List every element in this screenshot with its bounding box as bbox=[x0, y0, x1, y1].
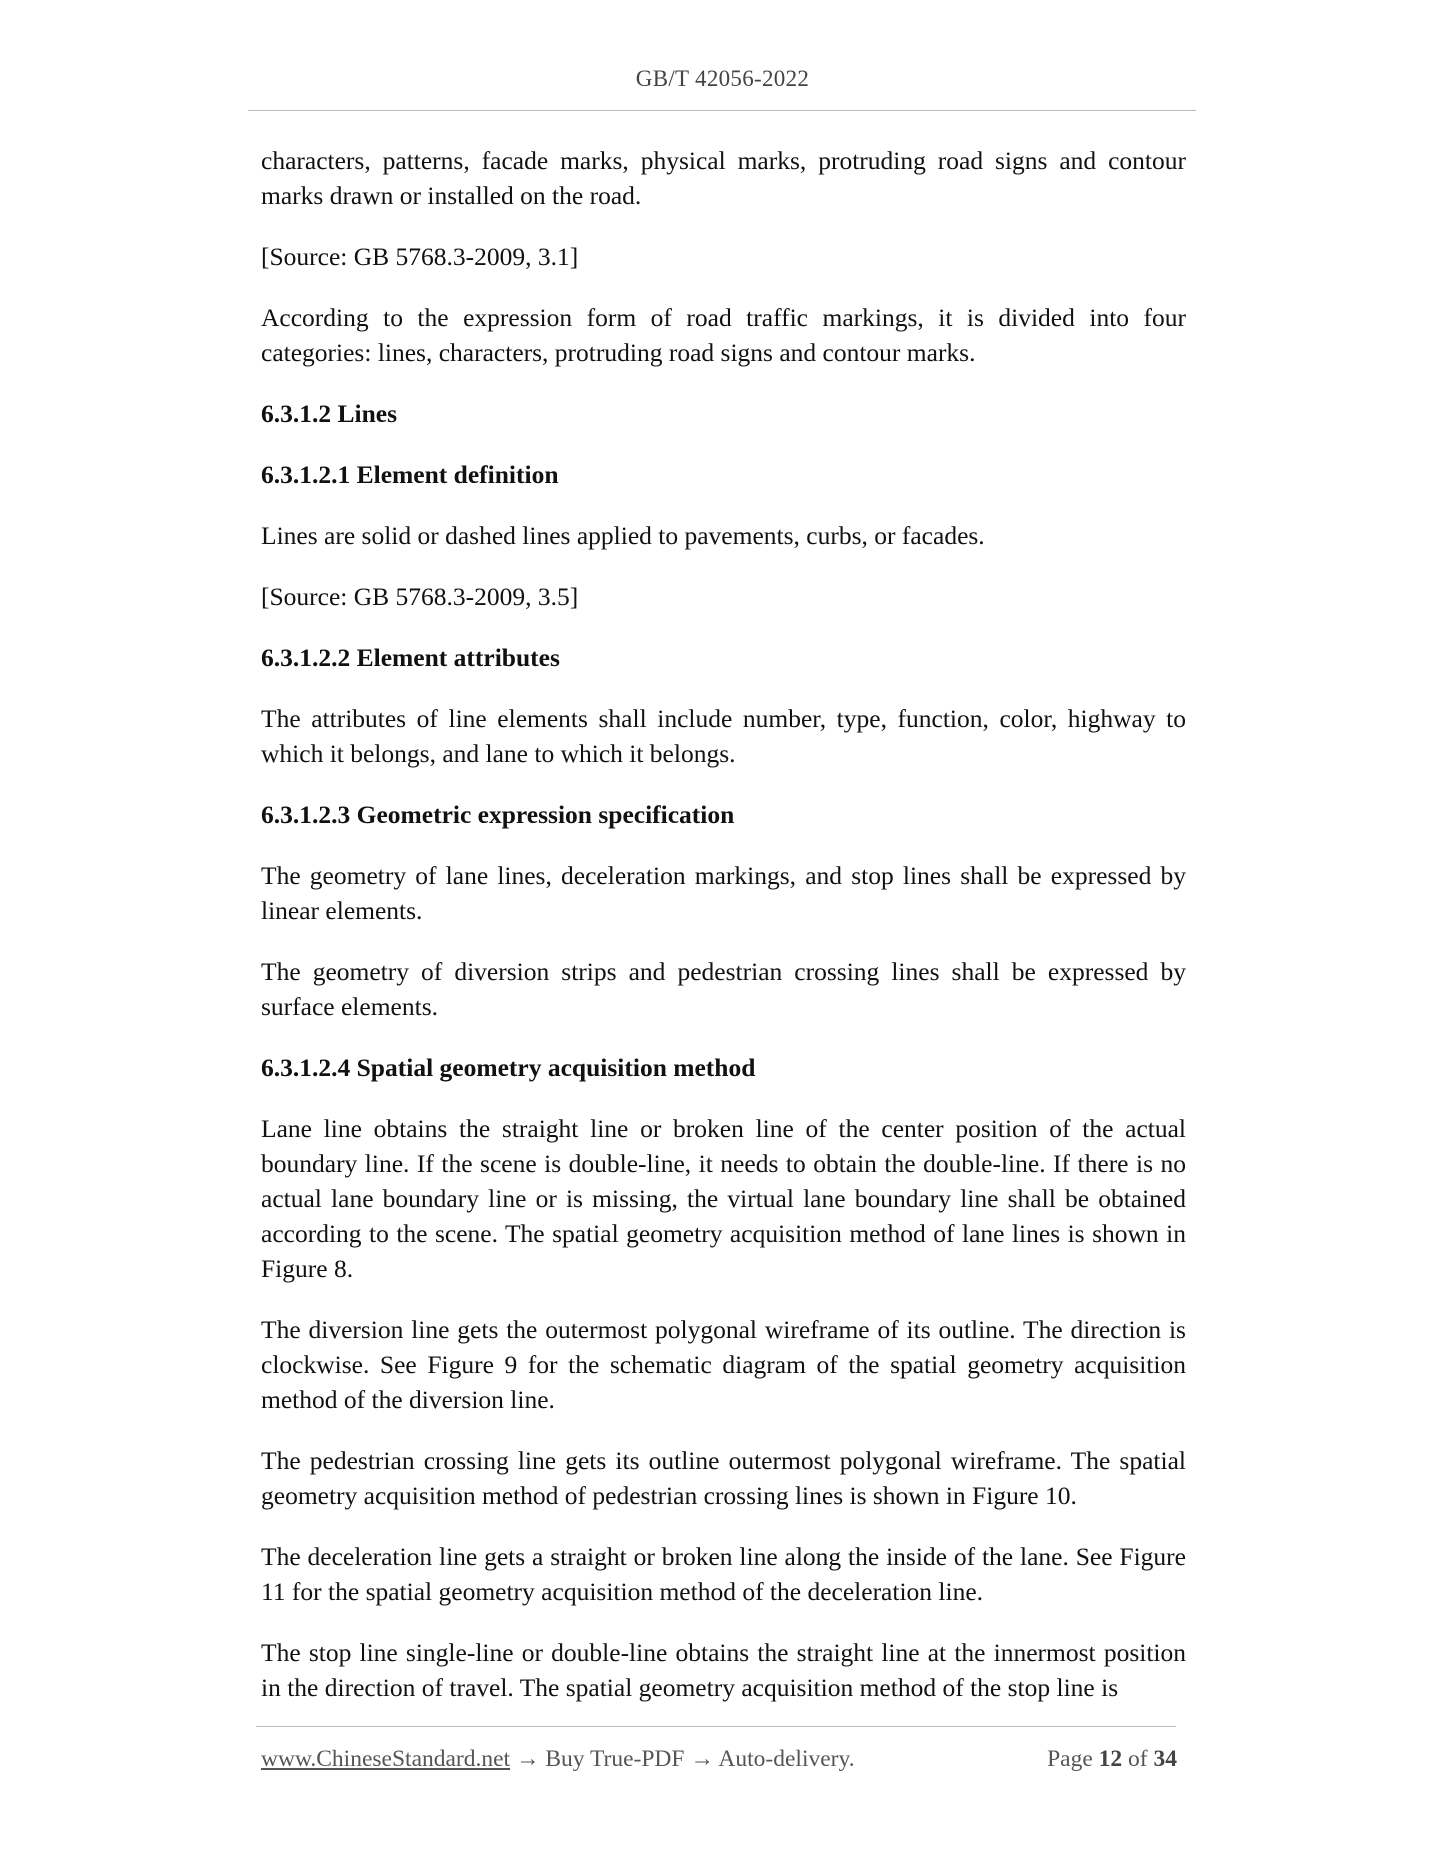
page-current: 12 bbox=[1098, 1746, 1123, 1772]
paragraph: Lane line obtains the straight line or broken line of the center position of the actual boundary line. If the scene is double-line, it needs to obtain the double-line. If there is no actual lane boundary line or is missing, the virtual lane boundary line shall be obtained according to the scene. The spatial geometry acquisition method of lane lines is shown in Figure 8. bbox=[261, 1114, 1186, 1283]
paragraph: The geometry of diversion strips and pedestrian crossing lines shall be expressed by surface elements. bbox=[261, 957, 1186, 1021]
footer-divider bbox=[256, 1726, 1176, 1727]
document-id: GB/T 42056-2022 bbox=[635, 66, 810, 91]
paragraph: According to the expression form of road traffic markings, it is divided into four categories: lines, characters, protruding road signs and contour marks. bbox=[261, 303, 1186, 367]
auto-delivery-text: Auto-delivery. bbox=[718, 1746, 855, 1772]
source-citation: [Source: GB 5768.3-2009, 3.1] bbox=[261, 242, 579, 271]
paragraph: The attributes of line elements shall include number, type, function, color, highway to which it belongs, and lane to which it belongs. bbox=[261, 704, 1186, 768]
section-heading: 6.3.1.2.1 Element definition bbox=[261, 460, 559, 489]
paragraph: The geometry of lane lines, deceleration markings, and stop lines shall be expressed by linear elements. bbox=[261, 861, 1186, 925]
page-of-label: of bbox=[1128, 1746, 1148, 1772]
section-heading: 6.3.1.2.3 Geometric expression specification bbox=[261, 800, 735, 829]
paragraph: characters, patterns, facade marks, physical marks, protruding road signs and contour marks drawn or installed on the road. bbox=[261, 146, 1186, 210]
page-indicator bbox=[1047, 1746, 1177, 1773]
source-citation: [Source: GB 5768.3-2009, 3.5] bbox=[261, 582, 579, 611]
paragraph: The stop line single-line or double-line obtains the straight line at the innermost position in the direction of travel. The spatial geometry acquisition method of the stop line is bbox=[261, 1638, 1186, 1702]
header-divider bbox=[248, 110, 1196, 111]
buy-pdf-text: Buy True-PDF bbox=[545, 1746, 685, 1772]
section-heading: 6.3.1.2 Lines bbox=[261, 399, 398, 428]
section-heading: 6.3.1.2.2 Element attributes bbox=[261, 643, 560, 672]
page-total: 34 bbox=[1153, 1746, 1177, 1772]
arrow-right-icon: → bbox=[690, 1746, 714, 1772]
section-heading: 6.3.1.2.4 Spatial geometry acquisition method bbox=[261, 1053, 756, 1082]
paragraph: The diversion line gets the outermost polygonal wireframe of its outline. The direction is clockwise. See Figure 9 for the schematic diagram of the spatial geometry acquisition method of the diversion line. bbox=[261, 1315, 1186, 1414]
arrow-right-icon: → bbox=[515, 1746, 540, 1772]
paragraph: The deceleration line gets a straight or broken line along the inside of the lane. See Figure 11 for the spatial geometry acquisition method of the deceleration line. bbox=[261, 1542, 1186, 1606]
paragraph: The pedestrian crossing line gets its outline outermost polygonal wireframe. The spatial geometry acquisition method of pedestrian crossing lines is shown in Figure 10. bbox=[261, 1446, 1186, 1510]
paragraph: Lines are solid or dashed lines applied to pavements, curbs, or facades. bbox=[261, 521, 985, 550]
document-header bbox=[0, 66, 1445, 92]
site-link[interactable]: www.ChineseStandard.net bbox=[261, 1746, 511, 1772]
page-label: Page bbox=[1047, 1746, 1093, 1772]
document-body bbox=[261, 143, 1186, 1731]
page-footer bbox=[261, 1746, 1177, 1773]
